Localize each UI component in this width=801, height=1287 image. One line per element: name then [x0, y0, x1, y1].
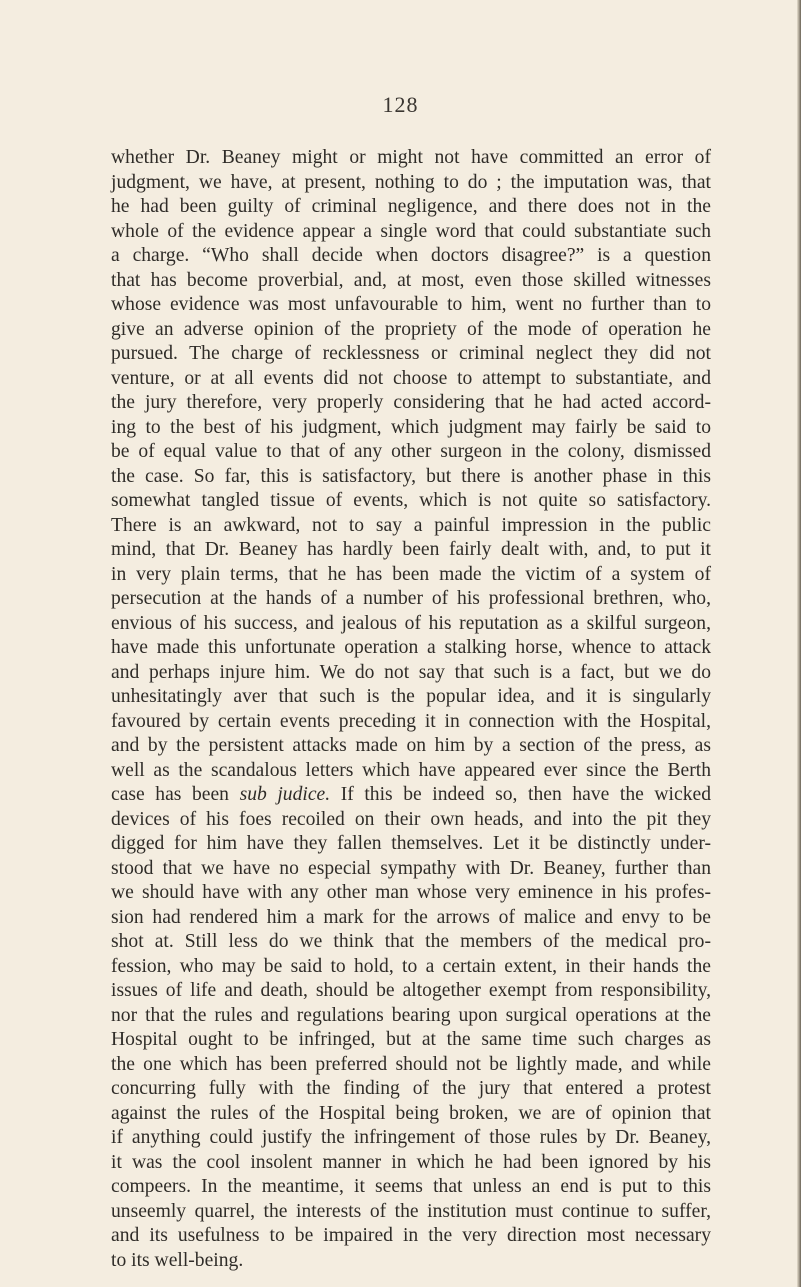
text-line: favoured by certain events preceding it in connection with the Hospital, — [111, 710, 711, 732]
text-line: There is an awkward, not to say a painful impression in the public — [111, 514, 711, 536]
text-line: and perhaps injure him. We do not say that such is a fact, but we do — [111, 661, 711, 683]
text-line: ing to the best of his judgment, which judgment may fairly be said to — [111, 416, 711, 438]
italic-phrase: sub judice. — [239, 784, 331, 805]
body-paragraph — [111, 146, 711, 1273]
text-line: persecution at the hands of a number of his professional brethren, who, — [111, 588, 711, 609]
text-line: be of equal value to that of any other surgeon in the colony, dismissed — [111, 441, 711, 462]
text-line: whole of the evidence appear a single word that could substantiate such — [111, 220, 711, 242]
text-line: and its usefulness to be impaired in the very direction most necessary — [111, 1225, 711, 1246]
text-line: digged for him have they fallen themselves. Let it be distinctly under- — [111, 833, 711, 854]
text-line: that has become proverbial, and, at most, even those skilled witnesses — [111, 269, 711, 291]
text-line: sion had rendered him a mark for the arrows of malice and envy to be — [111, 906, 711, 928]
text-line: well as the scandalous letters which have appeared ever since the Berth — [111, 759, 711, 781]
text-line: judgment, we have, at present, nothing to do ; the imputation was, that — [111, 171, 711, 193]
text-line: pursued. The charge of recklessness or criminal neglect they did not — [111, 343, 711, 364]
text-line: venture, or at all events did not choose to attempt to substantiate, and — [111, 367, 711, 389]
text-line: stood that we have no especial sympathy with Dr. Beaney, further than — [111, 857, 711, 879]
text-line: whose evidence was most unfavourable to him, went no further than to — [111, 294, 711, 315]
text-line: unhesitatingly aver that such is the popular idea, and it is singularly — [111, 686, 711, 707]
text-line: against the rules of the Hospital being broken, we are of opinion that — [111, 1102, 711, 1124]
text-line: fession, who may be said to hold, to a certain extent, in their hands the — [111, 955, 711, 977]
text-line: it was the cool insolent manner in which he had been ignored by his — [111, 1151, 711, 1173]
text-line: if anything could justify the infringement of those rules by Dr. Beaney, — [111, 1127, 711, 1148]
text-line: the case. So far, this is satisfactory, but there is another phase in this — [111, 465, 711, 487]
text-line: have made this unfortunate operation a stalking horse, whence to attack — [111, 637, 711, 658]
page-edge — [797, 0, 801, 1287]
text-line: devices of his foes recoiled on their own heads, and into the pit they — [111, 808, 711, 830]
text-line: we should have with any other man whose very eminence in his profes- — [111, 882, 711, 903]
text-line: issues of life and death, should be altogether exempt from responsibility, — [111, 980, 711, 1001]
text-line: the one which has been preferred should not be lightly made, and while — [111, 1053, 711, 1075]
text-line: concurring fully with the finding of the jury that entered a protest — [111, 1078, 711, 1099]
text-line: in very plain terms, that he has been made the victim of a system of — [111, 563, 711, 585]
page-number: 128 — [382, 92, 419, 117]
text-line: to its well-being. — [111, 1249, 244, 1271]
text-line: he had been guilty of criminal negligence, and there does not in the — [111, 196, 711, 217]
text-line: mind, that Dr. Beaney has hardly been fairly dealt with, and, to put it — [111, 539, 711, 560]
text-line: and by the persistent attacks made on him by a section of the press, as — [111, 735, 711, 756]
text-line: nor that the rules and regulations bearing upon surgical operations at the — [111, 1004, 711, 1026]
text-line: a charge. “Who shall decide when doctors disagree?” is a question — [111, 245, 711, 266]
text-line: the jury therefore, very properly considering that he had acted accord- — [111, 392, 711, 413]
text-line: Hospital ought to be infringed, but at the same time such charges as — [111, 1029, 711, 1050]
text-line: shot at. Still less do we think that the members of the medical pro- — [111, 931, 711, 952]
text-line: envious of his success, and jealous of his reputation as a skilful surgeon, — [111, 612, 711, 634]
text-line: somewhat tangled tissue of events, which is not quite so satisfactory. — [111, 490, 711, 511]
text-line: compeers. In the meantime, it seems that unless an end is put to this — [111, 1176, 711, 1197]
text-line: give an adverse opinion of the propriety of the mode of operation he — [111, 318, 711, 340]
text-line: unseemly quarrel, the interests of the institution must continue to suffer, — [111, 1200, 711, 1222]
text-line: whether Dr. Beaney might or might not have committed an error of — [111, 147, 711, 168]
text-line: case has been sub judice. If this be indeed so, then have the wicked — [111, 784, 711, 805]
